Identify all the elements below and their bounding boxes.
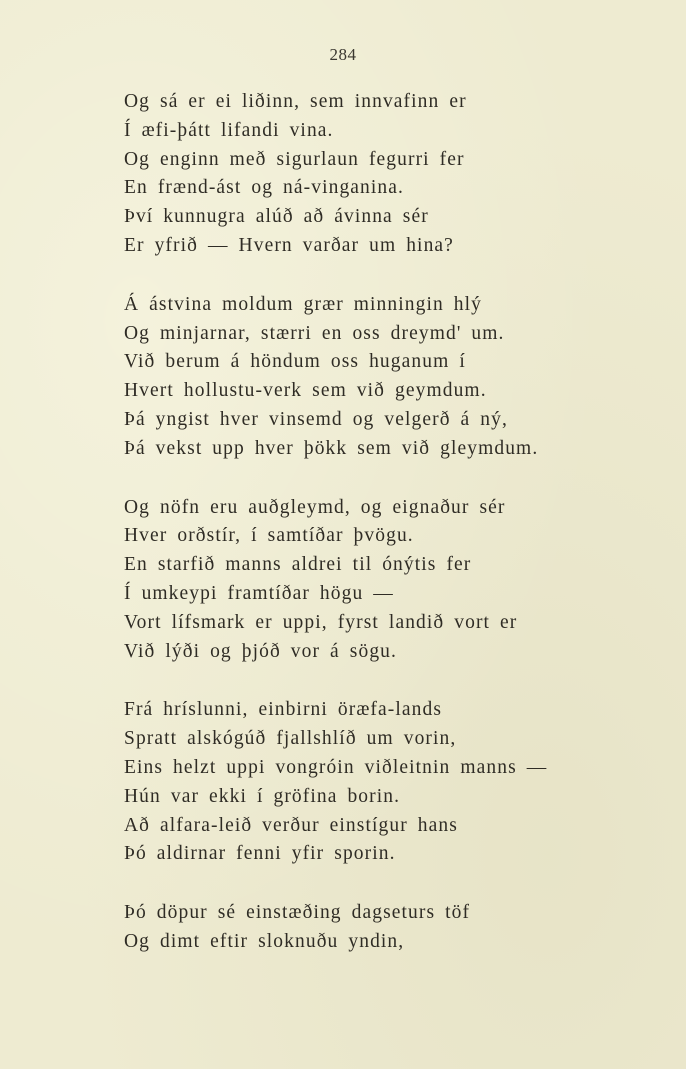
poem-line: Að alfara-leið verður einstígur hans: [124, 814, 458, 836]
poem-line: Hún var ekki í gröfina borin.: [124, 785, 401, 807]
poem-line: Spratt alskógúð fjallshlíð um vorin,: [124, 728, 457, 750]
stanza-3: [124, 494, 664, 667]
poem-line: Hvert hollustu-verk sem við geymdum.: [124, 380, 487, 402]
poem-body: [124, 88, 664, 957]
poem-line: En starfið manns aldrei til ónýtis fer: [124, 554, 472, 576]
poem-line: En frænd-ást og ná-vinganina.: [124, 177, 405, 199]
poem-line: Og enginn með sigurlaun fegurri fer: [124, 148, 465, 170]
poem-line: Þó aldirnar fenni yfir sporin.: [124, 843, 396, 865]
poem-line: Þá yngist hver vinsemd og velgerð á ný,: [124, 408, 508, 430]
poem-line: Á ástvina moldum grær minningin hlý: [124, 293, 483, 315]
stanza-4: [124, 696, 664, 869]
poem-line: Í æfi-þátt lifandi vina.: [124, 119, 334, 141]
poem-line: Þó döpur sé einstæðing dagseturs töf: [124, 902, 471, 924]
poem-line: Og minjarnar, stærri en oss dreymd' um.: [124, 322, 505, 344]
poem-line: Vort lífsmark er uppi, fyrst landið vort er: [124, 611, 518, 633]
poem-line: Þá vekst upp hver þökk sem við gleymdum.: [124, 437, 539, 459]
poem-line: Í umkeypi framtíðar högu —: [124, 582, 394, 604]
poem-line: Við berum á höndum oss huganum í: [124, 351, 466, 373]
poem-line: Er yfrið — Hvern varðar um hina?: [124, 234, 454, 256]
poem-line: Og nöfn eru auðgleymd, og eignaður sér: [124, 496, 506, 518]
stanza-5: [124, 899, 664, 957]
poem-line: Við lýði og þjóð vor á sögu.: [124, 640, 397, 662]
poem-line: Og dimt eftir sloknuðu yndin,: [124, 930, 405, 952]
page-number: 284: [329, 45, 357, 64]
poem-line: Því kunnugra alúð að ávinna sér: [124, 206, 429, 228]
poem-line: Og sá er ei liðinn, sem innvafinn er: [124, 91, 467, 112]
poem-line: Eins helzt uppi vongróin viðleitnin manns —: [124, 756, 548, 778]
stanza-1: [124, 88, 664, 261]
poem-line: Frá hríslunni, einbirni öræfa-lands: [124, 699, 443, 721]
stanza-2: [124, 291, 664, 464]
poem-line: Hver orðstír, í samtíðar þvögu.: [124, 525, 414, 547]
